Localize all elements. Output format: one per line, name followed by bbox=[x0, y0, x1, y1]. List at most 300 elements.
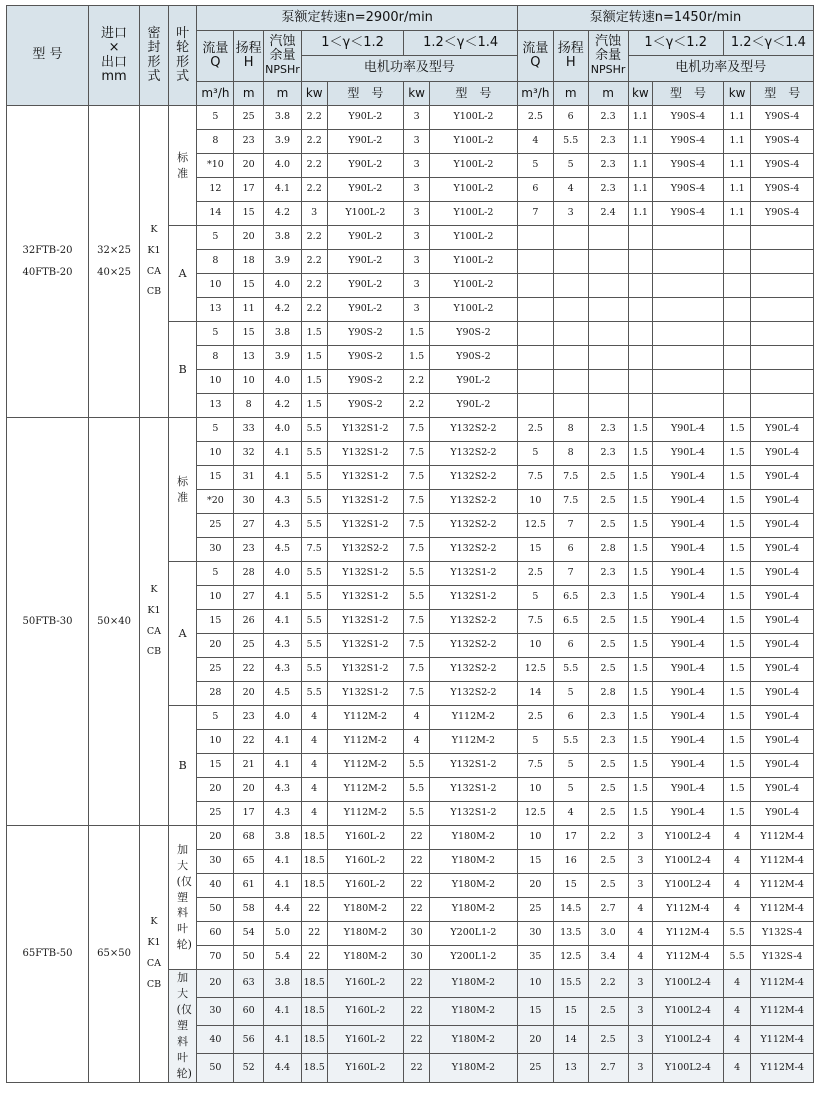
data-cell: 2.8 bbox=[588, 538, 628, 562]
data-cell: 14 bbox=[197, 202, 234, 226]
data-cell: 22 bbox=[404, 850, 430, 874]
data-cell: 58 bbox=[234, 898, 264, 922]
data-cell: 5.5 bbox=[404, 562, 430, 586]
data-cell: Y90S-2 bbox=[327, 370, 404, 394]
data-cell: 28 bbox=[197, 682, 234, 706]
data-cell: Y100L-2 bbox=[429, 274, 517, 298]
data-cell: 1.1 bbox=[723, 178, 751, 202]
data-cell: 1.5 bbox=[628, 730, 653, 754]
data-cell: 5.0 bbox=[264, 922, 302, 946]
data-cell: 4.1 bbox=[264, 1026, 302, 1054]
data-cell: 8 bbox=[234, 394, 264, 418]
data-cell: Y100L2-4 bbox=[653, 1026, 724, 1054]
data-cell: 1.5 bbox=[723, 442, 751, 466]
data-cell: 5.5 bbox=[723, 946, 751, 970]
data-cell: Y132S1-2 bbox=[327, 562, 404, 586]
data-cell bbox=[751, 322, 814, 346]
data-cell: Y132S-4 bbox=[751, 946, 814, 970]
data-cell: 50 bbox=[197, 898, 234, 922]
data-cell: Y132S1-2 bbox=[327, 418, 404, 442]
data-cell: 5 bbox=[197, 106, 234, 130]
data-cell bbox=[588, 226, 628, 250]
seal-type-cell bbox=[140, 826, 169, 1083]
data-cell: 22 bbox=[301, 946, 327, 970]
data-cell: 17 bbox=[234, 802, 264, 826]
data-cell: 5.5 bbox=[301, 466, 327, 490]
data-cell: 2.3 bbox=[588, 130, 628, 154]
data-cell: 6 bbox=[553, 106, 588, 130]
data-cell: Y90L-4 bbox=[751, 490, 814, 514]
data-cell: 3 bbox=[404, 274, 430, 298]
data-cell: Y112M-4 bbox=[751, 970, 814, 998]
data-cell: 4 bbox=[723, 970, 751, 998]
data-cell bbox=[723, 370, 751, 394]
data-cell: 3 bbox=[301, 202, 327, 226]
data-cell: Y90L-4 bbox=[653, 490, 724, 514]
data-cell: Y112M-4 bbox=[653, 922, 724, 946]
data-cell: 3 bbox=[628, 826, 653, 850]
data-cell: Y90L-4 bbox=[751, 658, 814, 682]
model-name: 50FTB-30 bbox=[22, 615, 73, 627]
data-cell: 1.1 bbox=[628, 178, 653, 202]
header-inlet-outlet: 进口 × 出口 mm bbox=[88, 6, 139, 106]
data-cell: Y132S2-2 bbox=[429, 442, 517, 466]
model-name: 32FTB-20 bbox=[22, 244, 73, 256]
data-cell: Y90S-4 bbox=[751, 178, 814, 202]
data-cell: 18 bbox=[234, 250, 264, 274]
data-cell: 35 bbox=[517, 946, 553, 970]
model-cell bbox=[7, 106, 89, 418]
data-cell: 2.2 bbox=[301, 130, 327, 154]
header-motor-2900: 电机功率及型号 bbox=[301, 56, 517, 82]
table-body bbox=[7, 106, 814, 1083]
data-cell: 10 bbox=[197, 586, 234, 610]
data-cell: 25 bbox=[197, 658, 234, 682]
data-cell: Y90S-2 bbox=[429, 322, 517, 346]
data-cell: 4 bbox=[628, 898, 653, 922]
inlet-outlet-cell bbox=[88, 418, 139, 826]
data-cell: 7.5 bbox=[553, 490, 588, 514]
data-cell: 4 bbox=[723, 1054, 751, 1082]
data-cell: 3 bbox=[553, 202, 588, 226]
data-cell: 2.2 bbox=[404, 370, 430, 394]
data-cell: Y100L2-4 bbox=[653, 826, 724, 850]
data-cell: 5 bbox=[197, 562, 234, 586]
inlet-outlet-size: 40×25 bbox=[97, 266, 131, 278]
data-cell: Y90L-4 bbox=[751, 778, 814, 802]
data-cell: 2.5 bbox=[517, 706, 553, 730]
data-cell bbox=[653, 298, 724, 322]
data-cell: Y90L-4 bbox=[751, 538, 814, 562]
data-cell bbox=[653, 322, 724, 346]
data-cell: Y90L-4 bbox=[653, 418, 724, 442]
data-cell: 15.5 bbox=[553, 970, 588, 998]
impeller-label: A bbox=[178, 266, 187, 280]
data-cell: 2.3 bbox=[588, 730, 628, 754]
data-cell bbox=[517, 274, 553, 298]
data-cell: 23 bbox=[234, 130, 264, 154]
data-cell: Y112M-4 bbox=[751, 1054, 814, 1082]
data-cell: Y112M-4 bbox=[751, 850, 814, 874]
data-cell: 22 bbox=[301, 898, 327, 922]
data-cell: Y180M-2 bbox=[429, 970, 517, 998]
data-cell bbox=[517, 322, 553, 346]
data-cell: 25 bbox=[234, 634, 264, 658]
data-cell: 56 bbox=[234, 1026, 264, 1054]
data-cell bbox=[628, 226, 653, 250]
data-cell: Y90L-4 bbox=[751, 634, 814, 658]
data-cell: 20 bbox=[517, 874, 553, 898]
data-cell: 2.4 bbox=[588, 202, 628, 226]
seal-code: CA bbox=[146, 265, 162, 277]
data-cell: 65 bbox=[234, 850, 264, 874]
data-cell: Y180M-2 bbox=[429, 850, 517, 874]
data-cell: 2.2 bbox=[301, 178, 327, 202]
data-cell bbox=[751, 298, 814, 322]
data-cell: 1.5 bbox=[723, 538, 751, 562]
data-cell: Y100L-2 bbox=[429, 178, 517, 202]
impeller-type-cell bbox=[168, 562, 197, 706]
seal-code: K bbox=[150, 223, 158, 235]
data-cell: 1.5 bbox=[404, 322, 430, 346]
data-cell: 22 bbox=[404, 970, 430, 998]
data-cell: Y90L-4 bbox=[751, 514, 814, 538]
data-cell: Y100L-2 bbox=[429, 226, 517, 250]
inlet-outlet-cell bbox=[88, 826, 139, 1083]
data-cell: 22 bbox=[404, 826, 430, 850]
data-cell: 3 bbox=[404, 106, 430, 130]
data-cell: Y100L2-4 bbox=[653, 874, 724, 898]
data-cell: 50 bbox=[197, 1054, 234, 1082]
data-cell: Y132S2-2 bbox=[429, 466, 517, 490]
data-cell: 3.9 bbox=[264, 130, 302, 154]
data-cell: 3.0 bbox=[588, 922, 628, 946]
data-cell bbox=[628, 274, 653, 298]
data-cell: 31 bbox=[234, 466, 264, 490]
data-cell: 7.5 bbox=[517, 466, 553, 490]
seal-code: K1 bbox=[147, 604, 161, 616]
data-cell bbox=[751, 226, 814, 250]
data-cell: 14 bbox=[553, 1026, 588, 1054]
impeller-label: A bbox=[178, 626, 187, 640]
data-cell: *10 bbox=[197, 154, 234, 178]
seal-code: CA bbox=[146, 957, 162, 969]
data-cell bbox=[588, 322, 628, 346]
impeller-label: 加大(仅塑料叶轮) bbox=[176, 971, 192, 1080]
header-npsh-2900: 汽蚀 余量 NPSHr bbox=[264, 31, 302, 82]
data-cell: 7.5 bbox=[553, 466, 588, 490]
inlet-outlet-size: 32×25 bbox=[97, 244, 131, 256]
data-cell bbox=[553, 370, 588, 394]
data-cell: 5.5 bbox=[301, 634, 327, 658]
data-cell: 10 bbox=[197, 274, 234, 298]
data-cell: 22 bbox=[234, 730, 264, 754]
data-cell: Y160L-2 bbox=[327, 874, 404, 898]
data-cell: 1.5 bbox=[628, 682, 653, 706]
data-cell: 2.5 bbox=[588, 778, 628, 802]
data-cell: Y112M-4 bbox=[751, 998, 814, 1026]
data-cell: 1.5 bbox=[628, 442, 653, 466]
data-cell: 1.5 bbox=[404, 346, 430, 370]
data-cell: Y160L-2 bbox=[327, 1026, 404, 1054]
data-cell: Y100L-2 bbox=[429, 154, 517, 178]
impeller-type-cell bbox=[168, 322, 197, 418]
data-cell: 17 bbox=[553, 826, 588, 850]
data-cell: Y90L-4 bbox=[751, 706, 814, 730]
data-cell: 3 bbox=[404, 154, 430, 178]
unit-head-2900: m bbox=[234, 82, 264, 106]
data-cell: 1.5 bbox=[628, 778, 653, 802]
data-cell: 5 bbox=[197, 226, 234, 250]
data-cell: Y180M-2 bbox=[429, 874, 517, 898]
data-cell: Y132S1-2 bbox=[429, 778, 517, 802]
data-cell: 4.3 bbox=[264, 514, 302, 538]
data-cell: 5.5 bbox=[301, 658, 327, 682]
data-cell bbox=[517, 226, 553, 250]
data-cell: 7.5 bbox=[404, 490, 430, 514]
data-cell: Y90L-4 bbox=[653, 538, 724, 562]
data-cell: Y90L-4 bbox=[653, 802, 724, 826]
data-cell: 5 bbox=[197, 706, 234, 730]
data-cell: 3 bbox=[628, 850, 653, 874]
data-cell: 2.5 bbox=[588, 466, 628, 490]
data-cell: Y90L-4 bbox=[751, 418, 814, 442]
data-cell: 25 bbox=[517, 1054, 553, 1082]
data-cell: Y132S1-2 bbox=[429, 754, 517, 778]
data-cell: 2.2 bbox=[588, 826, 628, 850]
data-cell: 12.5 bbox=[517, 658, 553, 682]
data-cell: Y180M-2 bbox=[429, 1054, 517, 1082]
data-cell: 3 bbox=[404, 130, 430, 154]
data-cell: 2.3 bbox=[588, 562, 628, 586]
data-cell: 4 bbox=[301, 706, 327, 730]
data-cell bbox=[723, 322, 751, 346]
data-cell: 7 bbox=[553, 514, 588, 538]
data-cell: 2.3 bbox=[588, 586, 628, 610]
data-cell: 15 bbox=[234, 274, 264, 298]
data-cell bbox=[517, 298, 553, 322]
data-cell: 4 bbox=[628, 946, 653, 970]
header-range-low-1450: 1＜γ＜1.2 bbox=[628, 31, 723, 56]
data-cell: 1.1 bbox=[723, 106, 751, 130]
data-cell bbox=[723, 346, 751, 370]
header-npsh-1450: 汽蚀 余量 NPSHr bbox=[588, 31, 628, 82]
data-cell: 5.5 bbox=[301, 418, 327, 442]
data-cell: Y132S1-2 bbox=[327, 610, 404, 634]
data-cell: 22 bbox=[404, 874, 430, 898]
data-cell: 7.5 bbox=[404, 514, 430, 538]
data-cell: Y90L-2 bbox=[327, 298, 404, 322]
data-cell: 5.5 bbox=[553, 130, 588, 154]
data-cell: 5.5 bbox=[553, 658, 588, 682]
data-cell: 10 bbox=[517, 490, 553, 514]
data-cell: 1.5 bbox=[628, 658, 653, 682]
data-cell: 63 bbox=[234, 970, 264, 998]
data-cell: 5 bbox=[197, 418, 234, 442]
data-cell: 26 bbox=[234, 610, 264, 634]
data-cell: 4 bbox=[723, 1026, 751, 1054]
data-cell: Y100L-2 bbox=[429, 202, 517, 226]
seal-code: CB bbox=[146, 286, 162, 298]
data-cell: Y90L-4 bbox=[653, 658, 724, 682]
data-cell: 15 bbox=[197, 610, 234, 634]
data-cell: Y112M-4 bbox=[751, 826, 814, 850]
inlet-outlet-size: 65×50 bbox=[97, 947, 131, 959]
data-cell bbox=[553, 298, 588, 322]
data-cell: 5.5 bbox=[301, 490, 327, 514]
data-cell: 5.5 bbox=[301, 610, 327, 634]
data-cell: 3 bbox=[404, 178, 430, 202]
data-cell: 3.9 bbox=[264, 346, 302, 370]
data-cell: 4.1 bbox=[264, 610, 302, 634]
data-cell: 6 bbox=[553, 538, 588, 562]
data-cell: Y160L-2 bbox=[327, 998, 404, 1026]
data-cell: 5.5 bbox=[553, 730, 588, 754]
header-range-high-2900: 1.2＜γ＜1.4 bbox=[404, 31, 518, 56]
data-cell: 1.1 bbox=[628, 130, 653, 154]
data-cell: *20 bbox=[197, 490, 234, 514]
data-cell: 1.5 bbox=[628, 802, 653, 826]
data-cell: Y90L-2 bbox=[327, 178, 404, 202]
header-motor-1450: 电机功率及型号 bbox=[628, 56, 813, 82]
data-cell: 2.3 bbox=[588, 154, 628, 178]
data-cell: 2.5 bbox=[588, 634, 628, 658]
data-cell: Y112M-4 bbox=[751, 898, 814, 922]
data-cell: 1.5 bbox=[723, 754, 751, 778]
table-row bbox=[7, 826, 814, 850]
data-cell: 3 bbox=[404, 202, 430, 226]
impeller-type-cell bbox=[168, 970, 197, 1083]
data-cell: 1.5 bbox=[723, 658, 751, 682]
data-cell: 4 bbox=[553, 802, 588, 826]
data-cell bbox=[628, 394, 653, 418]
pump-spec-table bbox=[6, 5, 814, 1083]
data-cell: Y180M-2 bbox=[429, 898, 517, 922]
data-cell bbox=[517, 346, 553, 370]
data-cell: 70 bbox=[197, 946, 234, 970]
data-cell: 15 bbox=[517, 538, 553, 562]
data-cell bbox=[553, 394, 588, 418]
data-cell: 2.5 bbox=[588, 802, 628, 826]
data-cell: 2.5 bbox=[588, 850, 628, 874]
data-cell: Y90L-4 bbox=[751, 586, 814, 610]
table-header bbox=[7, 6, 814, 106]
data-cell: 7 bbox=[517, 202, 553, 226]
data-cell: 5 bbox=[517, 730, 553, 754]
data-cell: 4 bbox=[404, 730, 430, 754]
data-cell: 6 bbox=[553, 706, 588, 730]
data-cell bbox=[653, 370, 724, 394]
data-cell: 1.5 bbox=[723, 514, 751, 538]
data-cell: 5.4 bbox=[264, 946, 302, 970]
data-cell: Y200L1-2 bbox=[429, 922, 517, 946]
data-cell: 2.2 bbox=[301, 226, 327, 250]
data-cell: 13 bbox=[553, 1054, 588, 1082]
data-cell: 4 bbox=[723, 850, 751, 874]
data-cell: Y132S1-2 bbox=[327, 490, 404, 514]
data-cell: 60 bbox=[197, 922, 234, 946]
data-cell: Y100L-2 bbox=[429, 250, 517, 274]
data-cell: 7.5 bbox=[404, 418, 430, 442]
data-cell: Y132S2-2 bbox=[429, 658, 517, 682]
data-cell: 3 bbox=[628, 998, 653, 1026]
data-cell: 1.5 bbox=[723, 562, 751, 586]
data-cell: 10 bbox=[197, 442, 234, 466]
header-speed-1450: 泵额定转速n=1450r/min bbox=[517, 6, 813, 31]
data-cell: 22 bbox=[404, 1026, 430, 1054]
header-head-2900: 扬程 H bbox=[234, 31, 264, 82]
impeller-type-cell bbox=[168, 706, 197, 826]
unit-kw-low-2900: kw bbox=[301, 82, 327, 106]
data-cell: Y90L-4 bbox=[653, 562, 724, 586]
data-cell: 30 bbox=[517, 922, 553, 946]
data-cell: 4 bbox=[723, 826, 751, 850]
data-cell bbox=[588, 274, 628, 298]
data-cell: Y132S2-2 bbox=[429, 538, 517, 562]
data-cell: 4.4 bbox=[264, 1054, 302, 1082]
header-flow-2900: 流量 Q bbox=[197, 31, 234, 82]
data-cell: 2.2 bbox=[301, 250, 327, 274]
data-cell: 7 bbox=[553, 562, 588, 586]
data-cell: Y132S2-2 bbox=[429, 634, 517, 658]
data-cell: 7.5 bbox=[517, 754, 553, 778]
data-cell: 4 bbox=[628, 922, 653, 946]
data-cell: Y90S-2 bbox=[327, 322, 404, 346]
data-cell: 4.3 bbox=[264, 490, 302, 514]
data-cell: 4.3 bbox=[264, 778, 302, 802]
data-cell: 2.5 bbox=[588, 874, 628, 898]
data-cell: 25 bbox=[197, 802, 234, 826]
data-cell bbox=[653, 226, 724, 250]
data-cell: Y90S-4 bbox=[653, 154, 724, 178]
data-cell: Y90L-2 bbox=[429, 370, 517, 394]
data-cell: 2.2 bbox=[588, 970, 628, 998]
data-cell bbox=[628, 346, 653, 370]
data-cell: 12.5 bbox=[517, 802, 553, 826]
data-cell: 1.5 bbox=[723, 634, 751, 658]
data-cell: 1.5 bbox=[628, 586, 653, 610]
data-cell: 5 bbox=[553, 754, 588, 778]
data-cell: Y180M-2 bbox=[429, 826, 517, 850]
data-cell: 4.0 bbox=[264, 562, 302, 586]
data-cell: 1.1 bbox=[723, 130, 751, 154]
data-cell: 10 bbox=[197, 730, 234, 754]
data-cell: Y100L-2 bbox=[429, 106, 517, 130]
data-cell: 22 bbox=[404, 1054, 430, 1082]
seal-code: CA bbox=[146, 625, 162, 637]
data-cell: 1.5 bbox=[628, 562, 653, 586]
data-cell: 20 bbox=[517, 1026, 553, 1054]
data-cell bbox=[723, 226, 751, 250]
data-cell: 7.5 bbox=[404, 634, 430, 658]
data-cell: Y112M-4 bbox=[653, 946, 724, 970]
data-cell: 10 bbox=[234, 370, 264, 394]
data-cell: Y112M-4 bbox=[653, 898, 724, 922]
data-cell: 1.1 bbox=[628, 106, 653, 130]
data-cell: Y90L-4 bbox=[653, 730, 724, 754]
data-cell: Y90L-2 bbox=[327, 226, 404, 250]
unit-flow-1450: m³/h bbox=[517, 82, 553, 106]
data-cell: 4.3 bbox=[264, 802, 302, 826]
unit-type-high-1450: 型 号 bbox=[751, 82, 814, 106]
data-cell: 1.5 bbox=[723, 802, 751, 826]
data-cell: Y132S1-2 bbox=[327, 634, 404, 658]
data-cell: 3.8 bbox=[264, 970, 302, 998]
data-cell: 2.7 bbox=[588, 898, 628, 922]
data-cell: 22 bbox=[301, 922, 327, 946]
data-cell: 15 bbox=[197, 754, 234, 778]
data-cell: 32 bbox=[234, 442, 264, 466]
